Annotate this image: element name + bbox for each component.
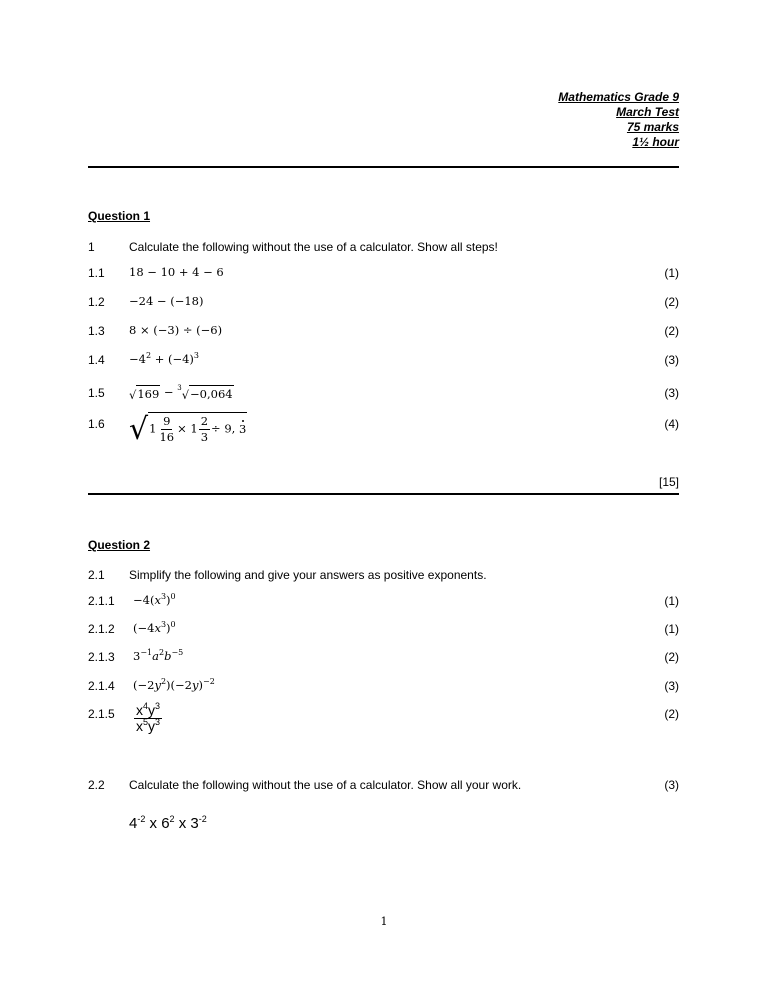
question-2-1-item-label: 2.1.3 [88,650,115,664]
math-fraction [134,703,162,734]
question-1-item-mark: (2) [664,324,679,338]
math-exponent: 3 [155,717,161,727]
question-2-2-instruction: Calculate the following without the use of a calculator. Show all your work. [129,778,522,792]
question-1-number: 1 [88,240,95,254]
fraction-denominator [134,719,162,734]
question-1-item-mark: (3) [664,386,679,400]
math-text: (−2 [133,678,155,692]
question-2-1-instruction: Simplify the following and give your answers as positive exponents. [129,568,487,582]
math-fraction [199,414,210,445]
header-total-marks: 75 marks [626,120,679,134]
radicand [148,412,247,445]
math-text: 8 × (−3) ÷ (−6) [129,323,223,337]
question-1-item-label: 1.4 [88,353,105,367]
math-text: 16 [159,430,175,444]
math-text: ) [198,678,203,692]
question-1-instruction: Calculate the following without the use of a calculator. Show all steps! [129,240,498,254]
math-text: − [160,385,178,399]
radical-sign-icon: √ [129,412,149,447]
math-text: −0,064 [190,387,233,401]
math-text: 3 [200,430,209,444]
math-text: x 3 [174,815,199,832]
math-square-root [129,385,160,401]
math-exponent: 2 [158,648,165,657]
math-text: x [136,718,143,734]
question-2-1-number: 2.1 [88,568,105,582]
math-exponent: 0 [170,620,176,629]
question-1-item-label: 1.3 [88,324,105,338]
math-text: ÷ 9, [211,421,239,436]
page-number: 1 [380,915,388,928]
math-variable: y [191,678,199,692]
question-1-item-label: 1.5 [88,386,105,400]
question-2-1-item-mark: (1) [664,622,679,636]
math-text: −24 − (−18) [129,294,204,308]
math-text: −4( [133,593,155,607]
root-index: 3 [177,384,182,392]
question-2-2-number: 2.2 [88,778,105,792]
math-exponent: 2 [169,814,175,824]
header-test-name: March Test [616,105,679,119]
question-2-1-item-label: 2.1.1 [88,594,115,608]
question-1-item-label: 1.2 [88,295,105,309]
fraction-denominator [199,430,210,445]
math-exponent: −2 [202,677,215,686]
question-1-item-label: 1.1 [88,266,105,280]
fraction-numerator [199,414,210,430]
math-variable: b [164,649,172,663]
question-2-1-item-expression [133,678,215,692]
math-variable: x [154,621,161,635]
math-variable: a [152,649,159,663]
math-variable: y [154,678,161,692]
math-exponent: −5 [171,648,184,657]
math-text: ) [166,621,171,635]
question-2-1-item-expression [133,593,176,607]
math-text: 2 [200,414,209,428]
question-2-1-item-label: 2.1.4 [88,679,115,693]
math-square-root [129,412,247,445]
math-exponent: 3 [155,701,161,711]
math-text: 3 [133,649,141,663]
math-text: + (−4) [151,352,194,366]
question-1-item-expression [129,385,234,401]
math-text: 169 [137,387,160,401]
math-text: )(−2 [166,678,192,692]
math-exponent: 5 [143,717,149,727]
question-2-2-mark: (3) [664,778,679,792]
question-2-1-item-expression [133,621,176,635]
math-exponent: 0 [170,592,176,601]
question-1-item-mark: (1) [664,266,679,280]
divider [88,493,679,495]
math-exponent: -2 [137,814,146,824]
header-block [558,90,679,150]
header-subject: Mathematics Grade 9 [558,90,679,104]
question-1-item-expression [129,412,247,445]
question-2-title: Question 2 [88,538,151,552]
question-2-1-item-mark: (1) [664,594,679,608]
fraction-numerator [161,414,172,430]
radical-sign-icon: √ [129,387,137,402]
question-1-title: Question 1 [88,209,151,223]
math-text: y [148,702,156,718]
fraction-denominator [157,430,176,445]
math-text: × 1 [177,421,198,436]
question-1-item-label: 1.6 [88,417,105,431]
question-1-item-mark: (3) [664,353,679,367]
question-2-1-item-label: 2.1.5 [88,707,115,721]
math-exponent: −1 [140,648,153,657]
math-text: y [148,718,156,734]
math-variable: x [154,593,161,607]
math-text: (−4 [133,621,155,635]
math-recurring-digit: 3 [238,421,247,436]
question-1-item-expression [129,265,224,279]
question-2-1-item-mark: (3) [664,679,679,693]
question-1-item-expression [129,352,199,366]
question-1-item-expression [129,294,203,308]
math-exponent: 4 [143,701,149,711]
radical-sign-icon: √ [181,387,190,402]
question-2-1-item-label: 2.1.2 [88,622,115,636]
math-cube-root [177,385,233,401]
question-1-item-expression [129,323,222,337]
question-1-item-mark: (4) [664,417,679,431]
divider [88,166,679,168]
question-1-item-mark: (2) [664,295,679,309]
question-2-1-item-mark: (2) [664,707,679,721]
math-text: 1 [149,421,157,436]
question-2-2-expression [129,815,207,832]
question-1-total: [15] [658,475,679,489]
math-text: x [136,702,143,718]
math-text: 18 − 10 + 4 − 6 [129,265,224,279]
math-text: −4 [129,352,146,366]
radicand [189,385,234,401]
math-text: 9 [163,414,171,428]
math-exponent: 2 [160,677,167,686]
math-text: 4 [129,815,138,832]
question-2-1-item-expression [133,649,183,663]
math-exponent: 3 [160,592,167,601]
math-exponent: 3 [193,351,200,360]
header-duration: 1½ hour [632,135,679,149]
math-exponent: 3 [160,620,167,629]
math-fraction [157,414,176,445]
math-exponent: -2 [198,814,207,824]
question-2-1-item-mark: (2) [664,650,679,664]
math-exponent: 2 [145,351,152,360]
question-2-1-item-expression [133,703,163,734]
math-text: x 6 [145,815,170,832]
math-text: ) [166,593,171,607]
radicand [136,385,160,401]
